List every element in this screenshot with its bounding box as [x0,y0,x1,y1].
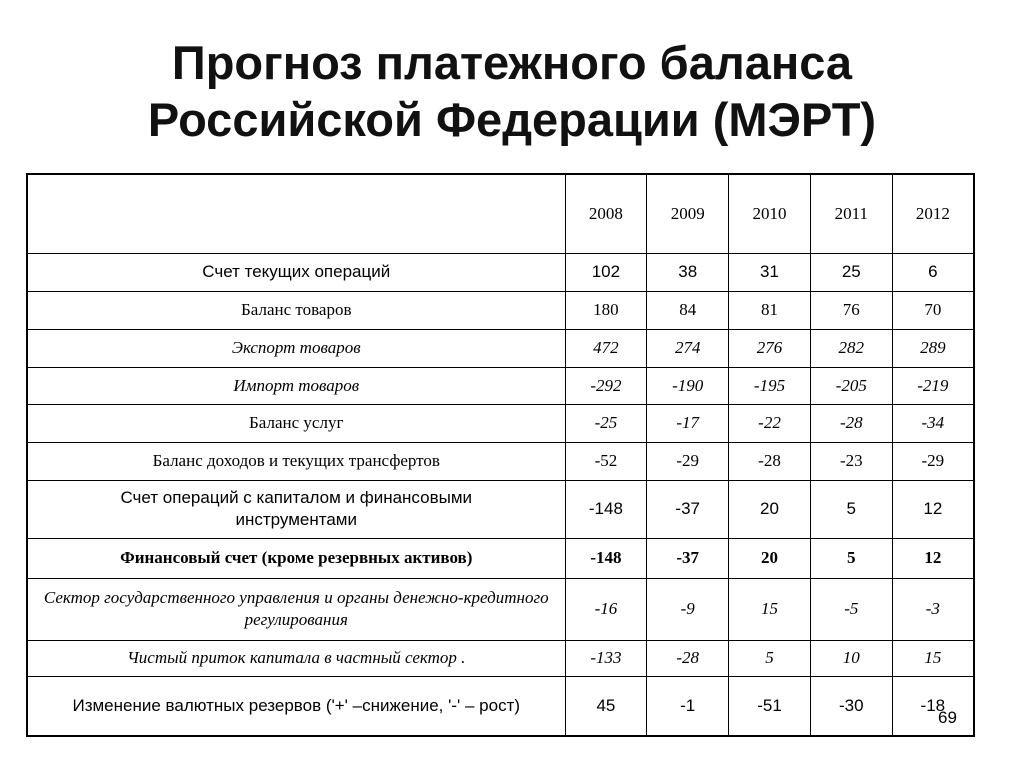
table-row [27,404,974,442]
row-value: 76 [810,291,892,329]
table-header-row [27,174,974,253]
row-value: -148 [565,538,647,578]
row-value: -28 [729,442,811,480]
row-value: 15 [729,578,811,640]
table-row [27,291,974,329]
row-value: -37 [647,480,729,538]
header-empty-cell [27,174,565,253]
row-label: Изменение валютных резервов ('+' –снижение, '-' – рост) [27,676,565,736]
row-value: 45 [565,676,647,736]
row-value: -133 [565,640,647,676]
slide-title-line-1: Прогноз платежного баланса [171,36,853,89]
row-value: 25 [810,253,892,291]
row-value: 10 [810,640,892,676]
row-label: Баланс доходов и текущих трансфертов [27,442,565,480]
row-value: -1 [647,676,729,736]
row-value: -28 [647,640,729,676]
row-value: 5 [810,480,892,538]
row-value: 12 [892,538,974,578]
row-label: Баланс товаров [27,291,565,329]
row-value: -23 [810,442,892,480]
row-value: -52 [565,442,647,480]
row-label: Счет текущих операций [27,253,565,291]
row-value: -34 [892,404,974,442]
row-value: 289 [892,329,974,367]
year-header: 2012 [892,174,974,253]
row-value: 20 [729,480,811,538]
row-value: -29 [892,442,974,480]
row-value: 38 [647,253,729,291]
row-value: -28 [810,404,892,442]
row-label: Счет операций с капиталом и финансовыми инструментами [27,480,565,538]
row-value: 70 [892,291,974,329]
row-value: -16 [565,578,647,640]
year-header: 2011 [810,174,892,253]
table-row [27,442,974,480]
row-value: 31 [729,253,811,291]
row-value: -51 [729,676,811,736]
table-row [27,578,974,640]
row-value: 274 [647,329,729,367]
row-value: 180 [565,291,647,329]
row-value: -30 [810,676,892,736]
row-value: 15 [892,640,974,676]
slide-title [0,34,1024,148]
row-value: -190 [647,367,729,404]
table-row [27,329,974,367]
row-label: Экспорт товаров [27,329,565,367]
row-value: 472 [565,329,647,367]
year-header: 2009 [647,174,729,253]
table-row [27,538,974,578]
row-value: -25 [565,404,647,442]
row-value: -148 [565,480,647,538]
row-value: 84 [647,291,729,329]
row-value: 102 [565,253,647,291]
row-value: -18 [892,676,974,736]
row-value: 6 [892,253,974,291]
row-value: 20 [729,538,811,578]
row-value: -17 [647,404,729,442]
row-value: 5 [729,640,811,676]
table-row [27,640,974,676]
year-header: 2010 [729,174,811,253]
row-value: -3 [892,578,974,640]
row-value: -292 [565,367,647,404]
slide-title-line-2: Российской Федерации (МЭРТ) [147,93,877,146]
row-value: -195 [729,367,811,404]
row-label: Чистый приток капитала в частный сектор . [27,640,565,676]
table-row [27,676,974,736]
row-value: 81 [729,291,811,329]
balance-forecast-table [26,173,975,737]
row-value: 282 [810,329,892,367]
row-value: 5 [810,538,892,578]
table-row [27,367,974,404]
row-value: -22 [729,404,811,442]
year-header: 2008 [565,174,647,253]
row-value: -205 [810,367,892,404]
row-label: Финансовый счет (кроме резервных активов) [27,538,565,578]
row-value: -5 [810,578,892,640]
row-value: -219 [892,367,974,404]
row-value: -37 [647,538,729,578]
row-label: Импорт товаров [27,367,565,404]
row-value: 12 [892,480,974,538]
table-row [27,480,974,538]
page-number: 69 [938,708,957,727]
row-label: Баланс услуг [27,404,565,442]
row-value: 276 [729,329,811,367]
table-row [27,253,974,291]
row-value: -29 [647,442,729,480]
row-label: Сектор государственного управления и органы денежно-кредитного регулирования [27,578,565,640]
row-value: -9 [647,578,729,640]
